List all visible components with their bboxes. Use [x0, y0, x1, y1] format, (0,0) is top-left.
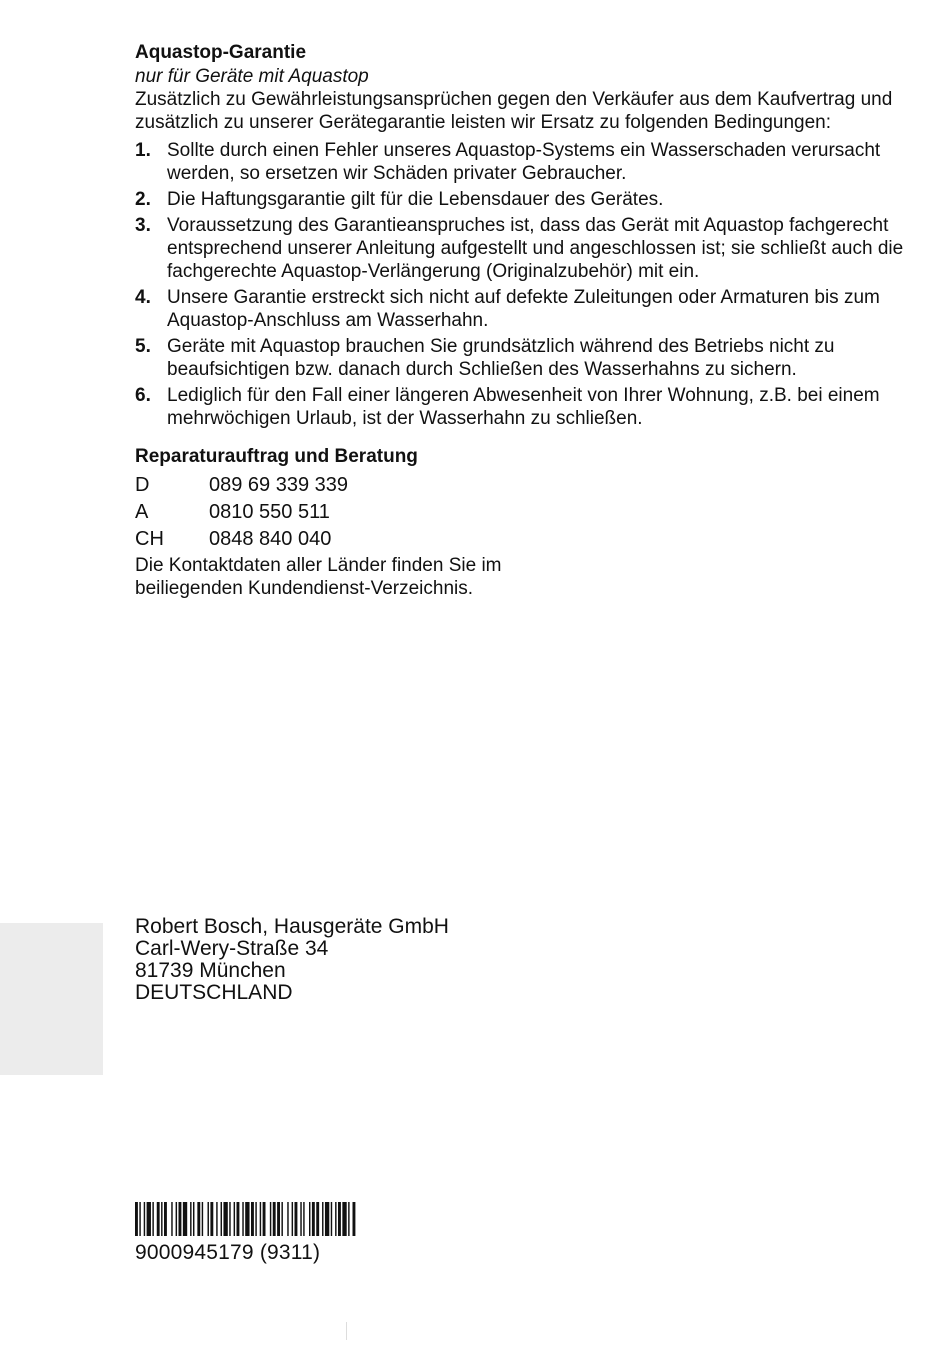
barcode-bar: [353, 1202, 356, 1236]
barcode-bar: [309, 1202, 310, 1236]
barcode-bar: [342, 1202, 346, 1236]
barcode-bar: [152, 1202, 153, 1236]
contact-phone: 089 69 339 339: [209, 474, 349, 496]
barcode-bar: [348, 1202, 349, 1236]
condition-text: Lediglich für den Fall einer längeren Abwesenheit von Ihrer Wohnung, z.B. bei einem mehrwöchigen Urlaub, ist der Wasserhahn zu schließen.: [167, 385, 880, 429]
barcode-bar: [139, 1202, 140, 1236]
barcode-bar: [260, 1202, 261, 1236]
condition-number: 6.: [135, 385, 151, 406]
condition-number: 1.: [135, 140, 151, 161]
contact-phone: 0810 550 511: [209, 501, 330, 523]
barcode-bar: [245, 1202, 249, 1236]
barcode-bar: [237, 1202, 240, 1236]
barcode-bar: [193, 1202, 194, 1236]
contact-country: A: [135, 501, 149, 523]
barcode-bar: [202, 1202, 203, 1236]
contact-phone: 0848 840 040: [209, 528, 332, 550]
aquastop-subtitle: nur für Geräte mit Aquastop: [135, 66, 369, 87]
condition-item: [135, 139, 920, 185]
barcode-bar: [242, 1202, 243, 1236]
barcode-bar: [316, 1202, 319, 1236]
barcode-bar: [292, 1202, 293, 1236]
barcode-bar: [338, 1202, 341, 1236]
barcode-bar: [229, 1202, 230, 1236]
condition-item: [135, 384, 920, 430]
side-tab-block: [0, 923, 103, 1075]
manufacturer-address: [135, 916, 449, 1004]
barcode-bar: [263, 1202, 266, 1236]
barcode-bar: [303, 1202, 304, 1236]
barcode-bar: [157, 1202, 160, 1236]
aquastop-intro: Zusätzlich zu Gewährleistungsansprüchen gegen den Verkäufer aus dem Kaufvertrag und zusätzlich zu unserer Gerätegarantie leisten wir Ersatz zu folgenden Bedingungen:: [135, 89, 893, 133]
condition-text: Voraussetzung des Garantieanspruches ist, dass das Gerät mit Aquastop fachgerecht entsprechend unserer Anleitung aufgestellt und angeschlossen ist; sie schließt auch die fachgerechte Aquastop-Verlängerung (Originalzubehör) mit ein.: [167, 215, 904, 282]
contact-row: [135, 526, 920, 553]
barcode-bar: [216, 1202, 217, 1236]
barcode-bar: [255, 1202, 256, 1236]
barcode-bar: [273, 1202, 276, 1236]
barcode-bar: [223, 1202, 227, 1236]
condition-text: Die Haftungsgarantie gilt für die Lebensdauer des Gerätes.: [167, 189, 664, 210]
barcode-bar: [179, 1202, 182, 1236]
barcode-bar: [331, 1202, 332, 1236]
barcode-bar: [183, 1202, 187, 1236]
condition-text: Geräte mit Aquastop brauchen Sie grundsätzlich während des Betriebs nicht zu beaufsichtigen bzw. danach durch Schließen des Wasserhahns zu sichern.: [167, 336, 835, 380]
contact-row: [135, 499, 920, 526]
barcode-bar: [300, 1202, 301, 1236]
condition-number: 2.: [135, 189, 151, 210]
condition-number: 4.: [135, 287, 151, 308]
condition-item: [135, 214, 920, 283]
barcode-image: [135, 1202, 426, 1236]
condition-item: [135, 335, 920, 381]
document-body: [135, 41, 920, 600]
condition-item: [135, 188, 920, 211]
barcode-bar: [135, 1202, 138, 1236]
contact-note-line: Die Kontaktdaten aller Länder finden Sie im: [135, 555, 502, 576]
condition-text: Unsere Garantie erstreckt sich nicht auf defekte Zuleitungen oder Armaturen bis zum Aquastop-Anschluss am Wasserhahn.: [167, 287, 880, 331]
contact-country: CH: [135, 528, 164, 550]
address-country: DEUTSCHLAND: [135, 981, 293, 1004]
barcode-bar: [176, 1202, 177, 1236]
barcode-bar: [251, 1202, 254, 1236]
barcode-bar: [270, 1202, 271, 1236]
condition-item: [135, 286, 920, 332]
contact-note-line: beiliegenden Kundendienst-Verzeichnis.: [135, 578, 474, 599]
condition-number: 5.: [135, 336, 151, 357]
barcode-bar: [147, 1202, 151, 1236]
address-city: 81739 München: [135, 959, 286, 982]
address-street: Carl-Wery-Straße 34: [135, 937, 329, 960]
barcode-bar: [197, 1202, 200, 1236]
contact-country: D: [135, 474, 150, 496]
condition-number: 3.: [135, 215, 151, 236]
barcode-bar: [295, 1202, 298, 1236]
address-company: Robert Bosch, Hausgeräte GmbH: [135, 915, 449, 938]
contact-note: [135, 554, 920, 600]
barcode-bar: [190, 1202, 191, 1236]
barcode-bar: [277, 1202, 280, 1236]
barcode-bar: [171, 1202, 172, 1236]
barcode-bar: [164, 1202, 167, 1236]
barcode-bar: [210, 1202, 213, 1236]
barcode-number: 9000945179 (9311): [135, 1241, 321, 1264]
contact-row: [135, 472, 920, 499]
barcode-bar: [322, 1202, 323, 1236]
barcode-bar: [161, 1202, 162, 1236]
barcode-bar: [144, 1202, 145, 1236]
aquastop-heading: Aquastop-Garantie: [135, 42, 307, 63]
barcode-bar: [335, 1202, 336, 1236]
barcode-bar: [325, 1202, 329, 1236]
condition-text: Sollte durch einen Fehler unseres Aquastop-Systems ein Wasserschaden verursacht werden, so ersetzen wir Schäden privater Gebraucher.: [167, 140, 881, 184]
barcode-bar: [312, 1202, 315, 1236]
barcode-bar: [208, 1202, 209, 1236]
barcode-bar: [234, 1202, 235, 1236]
conditions-list: [135, 139, 920, 430]
barcode-bar: [281, 1202, 282, 1236]
fold-mark: [346, 1322, 347, 1340]
repair-heading: Reparaturauftrag und Beratung: [135, 446, 418, 467]
barcode-bar: [221, 1202, 222, 1236]
barcode-bar: [287, 1202, 288, 1236]
